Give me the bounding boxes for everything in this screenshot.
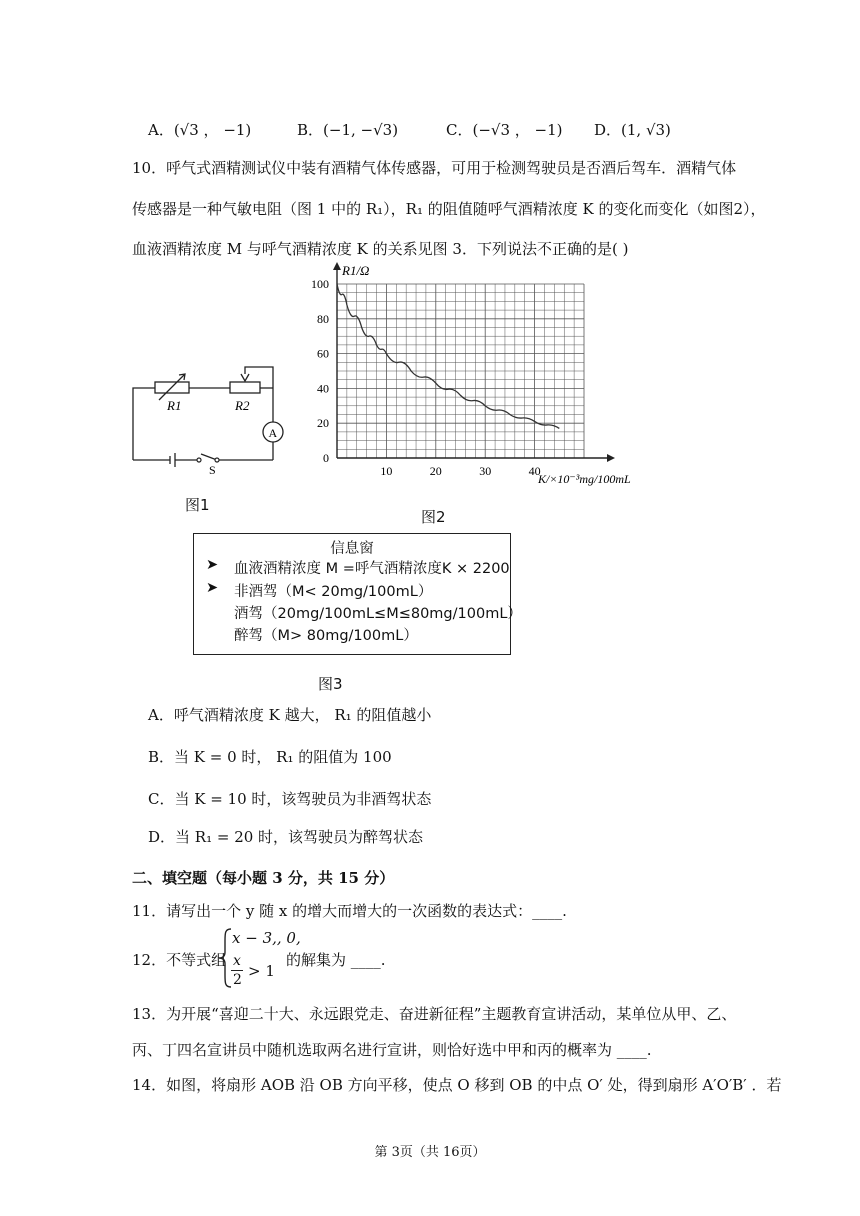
bullet-arrow-icon: ➤	[206, 557, 219, 573]
q10-option-d: D．当 R₁ = 20 时，该驾驶员为醉驾状态	[148, 828, 424, 846]
q10-line-1: 10．呼气式酒精测试仪中装有酒精气体传感器，可用于检测驾驶员是否酒后驾车．酒精气体	[132, 159, 737, 177]
q10-option-c: C．当 K = 10 时，该驾驶员为非酒驾状态	[148, 790, 432, 808]
x-tick-labels	[380, 464, 540, 478]
resistance-chart	[300, 262, 660, 492]
q9-option-b: B．(−1, −√3)	[297, 121, 399, 139]
q13-line-2: 丙、丁四名宣讲员中随机选取两名进行宣讲，则恰好选中甲和丙的概率为 ____.	[132, 1041, 652, 1059]
x-tick-label: 40	[528, 464, 541, 478]
q12-fraction-numerator: x	[233, 953, 241, 969]
q10-option-a: A．呼气酒精浓度 K 越大， R₁ 的阻值越小	[148, 706, 432, 724]
info-window-title: 信息窗	[330, 541, 374, 557]
r1-label: R1	[167, 398, 182, 413]
info-line-2: 非酒驾（M< 20mg/100mL）	[234, 584, 433, 600]
y-axis-label: R1/Ω	[342, 263, 370, 278]
circuit-diagram	[125, 360, 295, 475]
q10-line-3: 血液酒精浓度 M 与呼气酒精浓度 K 的关系见图 3．下列说法不正确的是( )	[132, 240, 629, 258]
switch-label: S	[209, 463, 216, 475]
y-tick-label: 20	[317, 416, 329, 431]
fig1-caption: 图1	[185, 496, 210, 514]
q10-line-2: 传感器是一种气敏电阻（图 1 中的 R₁），R₁ 的阻值随呼气酒精浓度 K 的变化而变化（如图2），	[132, 200, 766, 218]
slider-wire	[245, 367, 273, 422]
q9-option-d: D．(1, √3)	[594, 121, 671, 139]
q12-fraction-denominator: 2	[233, 972, 242, 988]
y-tick-label: 100	[311, 277, 329, 291]
chart-grid	[337, 284, 584, 458]
q11-text: 11．请写出一个 y 随 x 的增大而增大的一次函数的表达式：____.	[132, 902, 567, 920]
q13-line-1: 13．为开展“喜迎二十大、永远跟党走、奋进新征程”主题教育宣讲活动，某单位从甲、乙、	[132, 1005, 737, 1023]
q12-top-inequality: x − 3,, 0,	[232, 929, 301, 947]
q10-option-b: B．当 K = 0 时， R₁ 的阻值为 100	[148, 748, 392, 766]
wire-left	[133, 388, 155, 460]
fig2-caption: 图2	[421, 508, 446, 526]
x-tick-label: 20	[429, 464, 442, 478]
y-tick-label: 40	[317, 381, 329, 396]
info-line-1: 血液酒精浓度 M =呼气酒精浓度K × 2200	[234, 561, 510, 577]
y-axis-arrow-icon	[333, 262, 341, 270]
q9-option-c: C．(−√3 ， −1)	[446, 121, 563, 139]
r1-variable-arrow	[159, 374, 185, 400]
q12-suffix: 的解集为 ____.	[286, 951, 386, 969]
info-window	[193, 533, 522, 655]
fig3-caption: 图3	[318, 675, 343, 693]
y-tick-label: 80	[317, 311, 329, 326]
y-tick-label: 60	[317, 346, 329, 361]
bullet-arrow-icon: ➤	[206, 580, 219, 596]
x-tick-label: 10	[380, 464, 393, 478]
x-axis-arrow-icon	[607, 454, 615, 462]
page-footer: 第 3页（共 16页）	[374, 1145, 486, 1160]
y-tick-labels	[311, 277, 329, 465]
fraction-bar	[231, 970, 243, 971]
x-axis-label: K/×10⁻³mg/100mL	[538, 472, 631, 486]
q14-text: 14．如图，将扇形 AOB 沿 OB 方向平移，使点 O 移到 OB 的中点 O′ 处，得到扇形 A′O′B′ ．若	[132, 1076, 782, 1094]
q12-prefix: 12．不等式组	[132, 951, 227, 969]
info-line-3: 酒驾（20mg/100mL≤M≤80mg/100mL）	[234, 606, 522, 622]
q9-option-a: A．(√3 ， −1)	[148, 121, 252, 139]
y-tick-label: 0	[323, 451, 329, 465]
r2-label: R2	[235, 398, 250, 413]
section-heading: 二、填空题（每小题 3 分，共 15 分）	[132, 869, 395, 887]
ammeter-label: A	[268, 426, 278, 440]
r2-resistor	[230, 382, 260, 393]
q12-fraction-relation: > 1	[248, 962, 275, 980]
info-line-4: 醉驾（M> 80mg/100mL）	[234, 628, 418, 644]
x-tick-label: 30	[479, 464, 492, 478]
resistance-curve	[337, 284, 559, 428]
